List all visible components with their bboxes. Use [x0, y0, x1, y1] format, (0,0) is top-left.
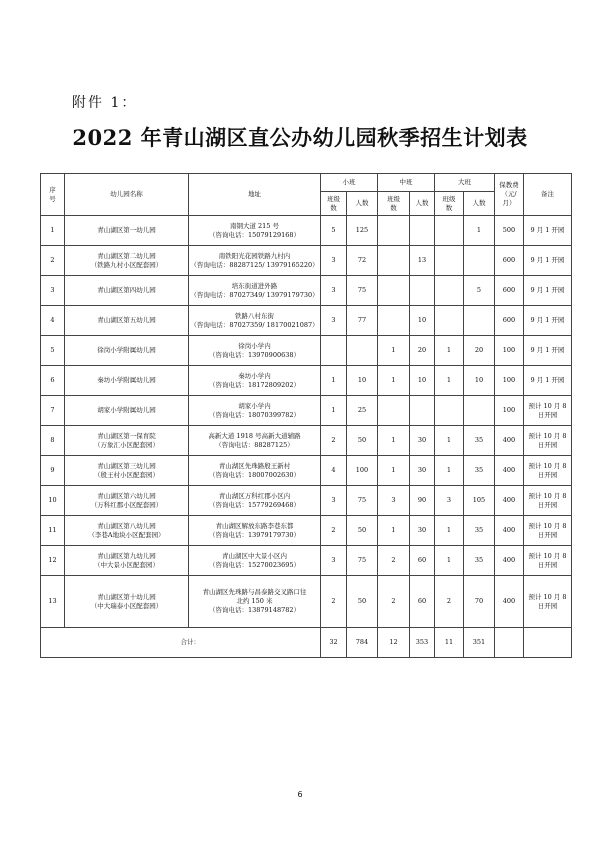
- cell-middle-people: [410, 276, 435, 306]
- cell-large-people: 70: [464, 576, 495, 628]
- cell-small-classes: 4: [321, 456, 347, 486]
- cell-small-classes: 3: [321, 276, 347, 306]
- cell-kindergarten-name-line: 青山湖区第一保育院: [97, 431, 156, 440]
- cell-middle-people: [410, 396, 435, 426]
- cell-small-people: 75: [347, 486, 378, 516]
- cell-remark: [524, 576, 572, 628]
- cell-kindergarten-name-line: 青山湖区第三幼儿园: [97, 461, 156, 470]
- cell-large-people: 10: [464, 366, 495, 396]
- cell-small-people: 50: [347, 576, 378, 628]
- cell-middle-classes: [378, 276, 410, 306]
- total-large-classes: 11: [435, 628, 464, 658]
- cell-address-line: 高新大道 1918 号高新大道辅路: [208, 431, 301, 440]
- cell-kindergarten-name: [65, 516, 189, 546]
- cell-small-classes: 1: [321, 366, 347, 396]
- table-row: [41, 216, 572, 246]
- cell-large-people: 20: [464, 336, 495, 366]
- header-small-class: 小班: [321, 174, 378, 192]
- cell-large-people: [464, 246, 495, 276]
- cell-remark-line: 日开园: [537, 500, 558, 509]
- cell-remark-line: 9 月 1 开园: [530, 226, 565, 235]
- total-small-classes: 32: [321, 628, 347, 658]
- cell-middle-classes: 2: [378, 546, 410, 576]
- cell-kindergarten-name: [65, 576, 189, 628]
- header-fee: 保教费 （元/ 月）: [495, 174, 524, 216]
- cell-remark-line: 9 月 1 开园: [530, 256, 565, 265]
- cell-middle-classes: 3: [378, 486, 410, 516]
- cell-address: [189, 246, 321, 276]
- cell-kindergarten-name: [65, 486, 189, 516]
- cell-large-people: 35: [464, 516, 495, 546]
- cell-remark: [524, 336, 572, 366]
- cell-large-people: 1: [464, 216, 495, 246]
- cell-address-line: 青山湖区先珠路殷王新村: [218, 461, 291, 470]
- cell-large-people: [464, 396, 495, 426]
- cell-middle-classes: [378, 396, 410, 426]
- cell-remark: [524, 246, 572, 276]
- cell-fee: 600: [495, 276, 524, 306]
- cell-address-line: 铁路八村东街: [235, 311, 274, 320]
- total-large-people: 351: [464, 628, 495, 658]
- header-name: 幼儿园名称: [65, 174, 189, 216]
- cell-remark-line: 预计 10 月 8: [528, 521, 567, 530]
- cell-fee: 600: [495, 306, 524, 336]
- cell-kindergarten-name-line: （中大景小区配套园）: [94, 560, 159, 569]
- table-row: [41, 516, 572, 546]
- cell-seq: 2: [41, 246, 65, 276]
- cell-large-classes: [435, 306, 464, 336]
- table-row: [41, 336, 572, 366]
- cell-small-people: 75: [347, 276, 378, 306]
- cell-middle-classes: 1: [378, 336, 410, 366]
- cell-address-line: 青山湖区万科红郡小区内: [218, 491, 291, 500]
- cell-large-people: 105: [464, 486, 495, 516]
- cell-remark: [524, 306, 572, 336]
- cell-address-line: （咨询电话：13970900638）: [209, 350, 300, 359]
- cell-address-line: （咨询电话：18172809202）: [209, 380, 300, 389]
- cell-kindergarten-name-line: （万象汇小区配套园）: [94, 440, 159, 449]
- cell-address-line: （咨询电话：88287125/ 13979165220）: [190, 260, 319, 269]
- cell-middle-people: [410, 216, 435, 246]
- cell-remark-line: 预计 10 月 8: [528, 592, 567, 601]
- cell-kindergarten-name: [65, 426, 189, 456]
- cell-address: [189, 576, 321, 628]
- cell-small-classes: 3: [321, 486, 347, 516]
- cell-seq: 6: [41, 366, 65, 396]
- header-large-class: 大班: [435, 174, 495, 192]
- cell-address-line: （咨询电话：88287125）: [215, 440, 294, 449]
- cell-kindergarten-name-line: 徐岗小学附属幼儿园: [97, 346, 156, 355]
- cell-address: [189, 516, 321, 546]
- cell-kindergarten-name-line: 青山湖区第十幼儿园: [97, 592, 156, 601]
- cell-fee: 400: [495, 516, 524, 546]
- total-small-people: 784: [347, 628, 378, 658]
- cell-small-classes: 2: [321, 576, 347, 628]
- cell-address-line: 南钢大道 215 号: [229, 221, 280, 230]
- cell-fee: 400: [495, 486, 524, 516]
- cell-fee: 400: [495, 456, 524, 486]
- cell-large-classes: 1: [435, 336, 464, 366]
- header-address: 地址: [189, 174, 321, 216]
- total-fee: [495, 628, 524, 658]
- cell-middle-people: 90: [410, 486, 435, 516]
- cell-address-line: 青山湖区先珠路与昌泰路交叉路口往: [202, 588, 307, 597]
- cell-large-classes: [435, 246, 464, 276]
- cell-small-people: 100: [347, 456, 378, 486]
- cell-seq: 1: [41, 216, 65, 246]
- cell-small-people: 75: [347, 546, 378, 576]
- cell-address-line: （咨询电话：13879148782）: [209, 605, 300, 614]
- attachment-label: 附件 1：: [72, 95, 138, 111]
- cell-kindergarten-name-line: （中大瑞泰小区配套园）: [90, 601, 163, 610]
- cell-remark-line: 日开园: [537, 410, 558, 419]
- cell-fee: 100: [495, 366, 524, 396]
- cell-remark: [524, 486, 572, 516]
- header-large-people: 人数: [464, 192, 495, 216]
- cell-small-people: 125: [347, 216, 378, 246]
- cell-small-people: 10: [347, 366, 378, 396]
- cell-small-classes: 3: [321, 306, 347, 336]
- cell-middle-people: 30: [410, 456, 435, 486]
- cell-address: [189, 546, 321, 576]
- cell-kindergarten-name: [65, 366, 189, 396]
- header-small-classes: 班级 数: [321, 192, 347, 216]
- cell-small-people: 50: [347, 516, 378, 546]
- cell-fee: 600: [495, 246, 524, 276]
- cell-kindergarten-name: [65, 246, 189, 276]
- cell-remark-line: 日开园: [537, 470, 558, 479]
- cell-kindergarten-name: [65, 456, 189, 486]
- cell-middle-people: 60: [410, 576, 435, 628]
- header-middle-class: 中班: [378, 174, 435, 192]
- cell-small-classes: 2: [321, 516, 347, 546]
- cell-kindergarten-name-line: 胡家小学附属幼儿园: [97, 406, 156, 415]
- cell-small-classes: 2: [321, 426, 347, 456]
- cell-address: [189, 366, 321, 396]
- cell-remark-line: 预计 10 月 8: [528, 431, 567, 440]
- cell-address: [189, 486, 321, 516]
- cell-kindergarten-name-line: 青山湖区第一幼儿园: [97, 226, 156, 235]
- cell-large-classes: 1: [435, 456, 464, 486]
- cell-remark: [524, 456, 572, 486]
- cell-large-people: 35: [464, 426, 495, 456]
- cell-kindergarten-name: [65, 216, 189, 246]
- cell-address-line: （咨询电话：15079129168）: [209, 230, 300, 239]
- cell-seq: 9: [41, 456, 65, 486]
- cell-middle-people: 20: [410, 336, 435, 366]
- cell-large-classes: 1: [435, 546, 464, 576]
- cell-remark: [524, 216, 572, 246]
- cell-kindergarten-name-line: 青山湖区第五幼儿园: [97, 316, 156, 325]
- header-large-classes: 班级 数: [435, 192, 464, 216]
- cell-remark: [524, 276, 572, 306]
- cell-seq: 12: [41, 546, 65, 576]
- cell-kindergarten-name: [65, 546, 189, 576]
- cell-address-line: （咨询电话：18007002630）: [209, 470, 300, 479]
- cell-seq: 10: [41, 486, 65, 516]
- cell-kindergarten-name-line: （铁路九村小区配套园）: [90, 260, 163, 269]
- cell-remark-line: 预计 10 月 8: [528, 461, 567, 470]
- cell-address-line: 徐岗小学内: [238, 341, 271, 350]
- cell-remark-line: 日开园: [537, 560, 558, 569]
- cell-kindergarten-name: [65, 336, 189, 366]
- table-row: [41, 546, 572, 576]
- table-row: [41, 486, 572, 516]
- cell-remark-line: 日开园: [537, 440, 558, 449]
- cell-fee: 400: [495, 576, 524, 628]
- cell-seq: 7: [41, 396, 65, 426]
- cell-remark-line: 预计 10 月 8: [528, 551, 567, 560]
- total-label: 合计：: [41, 628, 321, 658]
- cell-fee: 500: [495, 216, 524, 246]
- cell-middle-classes: [378, 306, 410, 336]
- cell-small-classes: [321, 336, 347, 366]
- cell-kindergarten-name-line: 青山湖区第二幼儿园: [97, 251, 156, 260]
- cell-seq: 4: [41, 306, 65, 336]
- total-remark: [524, 628, 572, 658]
- cell-large-classes: [435, 396, 464, 426]
- cell-address: [189, 306, 321, 336]
- cell-fee: 100: [495, 396, 524, 426]
- cell-middle-people: 30: [410, 516, 435, 546]
- cell-large-people: 5: [464, 276, 495, 306]
- cell-small-people: 77: [347, 306, 378, 336]
- cell-kindergarten-name-line: （李巷A地块小区配套园）: [88, 530, 165, 539]
- cell-small-people: 25: [347, 396, 378, 426]
- cell-middle-classes: 2: [378, 576, 410, 628]
- cell-fee: 400: [495, 426, 524, 456]
- cell-seq: 3: [41, 276, 65, 306]
- cell-middle-people: 13: [410, 246, 435, 276]
- cell-small-people: [347, 336, 378, 366]
- cell-address-line: 胡家小学内: [238, 401, 271, 410]
- header-middle-people: 人数: [410, 192, 435, 216]
- cell-small-classes: 5: [321, 216, 347, 246]
- cell-middle-classes: [378, 216, 410, 246]
- cell-remark: [524, 366, 572, 396]
- cell-address: [189, 396, 321, 426]
- cell-address-line: （咨询电话：13979179730）: [209, 530, 300, 539]
- cell-middle-people: 10: [410, 306, 435, 336]
- cell-kindergarten-name: [65, 276, 189, 306]
- cell-large-classes: 3: [435, 486, 464, 516]
- cell-seq: 13: [41, 576, 65, 628]
- enrollment-plan-table: [40, 173, 572, 658]
- cell-kindergarten-name: [65, 306, 189, 336]
- cell-kindergarten-name-line: 青山湖区第九幼儿园: [97, 551, 156, 560]
- cell-address-line: （咨询电话：18070399782）: [209, 410, 300, 419]
- cell-middle-classes: 1: [378, 516, 410, 546]
- cell-small-people: 72: [347, 246, 378, 276]
- cell-seq: 5: [41, 336, 65, 366]
- cell-remark-line: 日开园: [537, 601, 558, 610]
- header-small-people: 人数: [347, 192, 378, 216]
- cell-kindergarten-name-line: （殷王村小区配套园）: [94, 470, 159, 479]
- cell-remark-line: 9 月 1 开园: [530, 346, 565, 355]
- cell-kindergarten-name-line: 秦坊小学附属幼儿园: [97, 376, 156, 385]
- cell-remark-line: 9 月 1 开园: [530, 286, 565, 295]
- table-row: [41, 426, 572, 456]
- cell-address-line: （咨询电话：87027349/ 13979179730）: [190, 290, 319, 299]
- header-middle-classes: 班级 数: [378, 192, 410, 216]
- cell-remark: [524, 546, 572, 576]
- table-row: [41, 396, 572, 426]
- cell-large-people: [464, 306, 495, 336]
- header-row-1: [41, 174, 572, 192]
- cell-remark-line: 9 月 1 开园: [530, 316, 565, 325]
- cell-address-line: 北约 150 米: [236, 597, 273, 606]
- cell-kindergarten-name: [65, 396, 189, 426]
- header-remark: 备注: [524, 174, 572, 216]
- cell-kindergarten-name-line: 青山湖区第八幼儿园: [97, 521, 156, 530]
- cell-address-line: 南铁阳光花园铁路九村内: [218, 251, 291, 260]
- cell-kindergarten-name-line: 青山湖区第四幼儿园: [97, 286, 156, 295]
- cell-small-classes: 3: [321, 246, 347, 276]
- table-row: [41, 576, 572, 628]
- cell-address: [189, 426, 321, 456]
- total-row: [41, 628, 572, 658]
- table-row: [41, 246, 572, 276]
- cell-fee: 100: [495, 336, 524, 366]
- cell-address-line: （咨询电话：15270023695）: [209, 560, 300, 569]
- cell-remark: [524, 516, 572, 546]
- cell-address-line: 培东街道进外路: [231, 281, 278, 290]
- cell-address-line: 青山湖区解放东路李巷东都: [215, 521, 294, 530]
- cell-small-classes: 1: [321, 396, 347, 426]
- cell-seq: 11: [41, 516, 65, 546]
- cell-seq: 8: [41, 426, 65, 456]
- cell-middle-people: 60: [410, 546, 435, 576]
- total-middle-classes: 12: [378, 628, 410, 658]
- cell-middle-classes: 1: [378, 426, 410, 456]
- cell-address-line: （咨询电话：15779269468）: [209, 500, 300, 509]
- table-row: [41, 366, 572, 396]
- cell-address: [189, 456, 321, 486]
- cell-middle-classes: [378, 246, 410, 276]
- cell-address-line: 秦坊小学内: [238, 371, 271, 380]
- cell-large-classes: [435, 216, 464, 246]
- table-row: [41, 456, 572, 486]
- cell-remark-line: 预计 10 月 8: [528, 401, 567, 410]
- cell-remark-line: 9 月 1 开园: [530, 376, 565, 385]
- page-number: 6: [297, 790, 303, 799]
- table-row: [41, 276, 572, 306]
- cell-large-people: 35: [464, 546, 495, 576]
- cell-middle-people: 10: [410, 366, 435, 396]
- cell-remark: [524, 396, 572, 426]
- cell-kindergarten-name-line: 青山湖区第六幼儿园: [97, 491, 156, 500]
- header-seq: 序 号: [41, 174, 65, 216]
- cell-address: [189, 216, 321, 246]
- cell-remark-line: 日开园: [537, 530, 558, 539]
- cell-address-line: （咨询电话：87027359/ 18170021087）: [190, 320, 319, 329]
- cell-middle-classes: 1: [378, 366, 410, 396]
- page-title: 2022 年青山湖区直公办幼儿园秋季招生计划表: [72, 125, 528, 150]
- cell-address: [189, 276, 321, 306]
- cell-large-classes: 2: [435, 576, 464, 628]
- total-middle-people: 353: [410, 628, 435, 658]
- cell-middle-people: 30: [410, 426, 435, 456]
- cell-remark: [524, 426, 572, 456]
- cell-fee: 400: [495, 546, 524, 576]
- cell-large-people: 35: [464, 456, 495, 486]
- cell-kindergarten-name-line: （万科红郡小区配套园）: [90, 500, 163, 509]
- cell-address-line: 青山湖区中大景小区内: [222, 551, 287, 560]
- table-body: [41, 216, 572, 628]
- cell-large-classes: 1: [435, 516, 464, 546]
- cell-small-people: 50: [347, 426, 378, 456]
- cell-large-classes: 1: [435, 426, 464, 456]
- cell-small-classes: 3: [321, 546, 347, 576]
- cell-large-classes: 1: [435, 366, 464, 396]
- cell-address: [189, 336, 321, 366]
- table-row: [41, 306, 572, 336]
- cell-remark-line: 预计 10 月 8: [528, 491, 567, 500]
- cell-large-classes: [435, 276, 464, 306]
- cell-middle-classes: 1: [378, 456, 410, 486]
